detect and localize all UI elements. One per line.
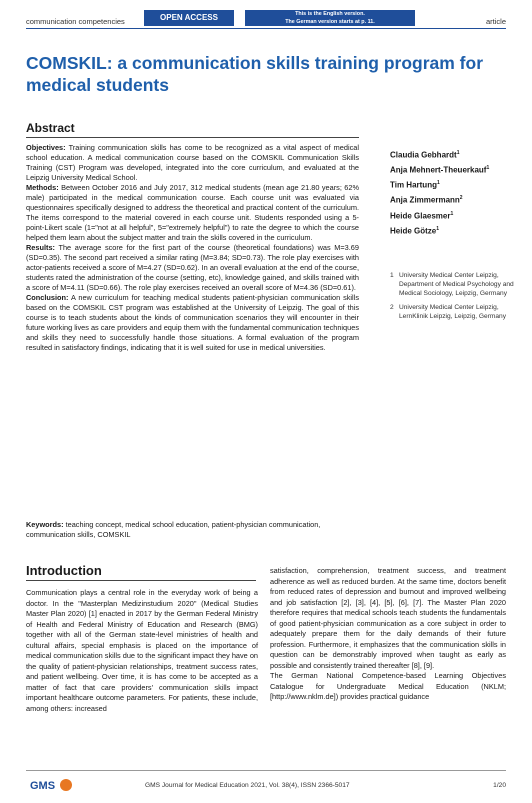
abstract-results xyxy=(26,243,359,293)
abstract-heading: Abstract xyxy=(26,121,359,138)
introduction-heading: Introduction xyxy=(26,563,256,581)
intro-paragraph: Communication plays a central role in the everyday work of being a doctor. In the "Masterplan Medizinstudium 2020" (Medical Studies Master Plan 2020) [1] enacted in 2017 by the German Federal Ministry of Health and Federal Ministry of Education and Research (BMG) together with all of the German state-level ministries of health and cultural affairs, special emphasis is placed on the importance of medical communication skills due to the significant impact they have on the quality of patient-physician relationships, treatment success rates, and patient wellbeing. Over time, it is has come to be accepted as a matter of fact that care providers' communication skills impact important healthcare outcome parameters. For patients, these include, among others: increased xyxy=(26,588,258,713)
abstract-conclusion xyxy=(26,293,359,353)
version-note xyxy=(245,10,415,26)
author-sup: 1 xyxy=(456,150,460,156)
conclusion-text: A new curriculum for teaching medical students patient-physician communication skills based on the COMSKIL CST program was established at the University of Leipzig. The goal of this course is to teach students about the kinds of communication scenarios they will encounter in their future working lives as care providers and equip them with the fundamental communication techniques and skills they need to successfully handle those situations. A formal evaluation of the program resulted in satisfactory findings, indicating that it is well suited for use in medical universities. xyxy=(26,293,359,352)
intro-paragraph: The German National Competence-based Learning Objectives Catalogue for Undergraduate Medical Education (NKLM; [http://www.nklm.de]) provides practical guidance xyxy=(270,671,506,701)
author xyxy=(390,223,515,238)
keywords-label: Keywords: xyxy=(26,520,64,529)
open-access-badge: OPEN ACCESS xyxy=(144,10,234,26)
intro-column-left xyxy=(26,588,258,714)
author-name: Heide Glaesmer xyxy=(390,211,451,221)
author-name: Anja Zimmermann xyxy=(390,196,460,206)
author-name: Claudia Gebhardt xyxy=(390,150,457,160)
page-title: COMSKIL: a communication skills training program for medical students xyxy=(26,53,483,95)
author xyxy=(390,208,515,223)
author-list xyxy=(390,147,515,238)
keywords-text: teaching concept, medical school education, patient-physician communication, communication skills, COMSKIL xyxy=(26,520,321,539)
intro-paragraph: satisfaction, comprehension, treatment success, and treatment adherence as well as reduced burden. At the same time, doctors benefit from reduced rates of depression and burnout and improved wellbeing and job satisfaction [2], [3], [4], [5], [6], [7]. The Master Plan 2020 therefore requires that medical schools teach students the fundamentals of good patient-physician communication as a core subject in order to adequately prepare them for the daily demands of their future profession. Furthermore, it emphasizes that the communication skills in question can be demonstrably improved when taught as early as possible and consistently trained thereafter [8], [9]. xyxy=(270,566,506,670)
author-name: Anja Mehnert-Theuerkauf xyxy=(390,165,487,175)
abstract-body xyxy=(26,143,359,353)
affiliation xyxy=(390,272,515,298)
footer-divider xyxy=(26,770,506,771)
section-label: communication competencies xyxy=(26,17,125,26)
author-name: Heide Götze xyxy=(390,226,437,236)
author-sup: 1 xyxy=(486,165,490,172)
results-text: The average score for the first part of the course (theoretical foundations) was M=3.69 (SD=0.35). The second part received a similar rating (M=3.84; SD=0.73). The role play exercises with actor-patients received a score of M=4.27 (SD=0.62). In an overall evaluation at the end of the course, students rated the administration of the course (setting, etc), knowledge gained, and skills trained with a score of M=4.11 (SD=0.66). The role play exercises received an overall score of M=4.36 (SD=0.61). xyxy=(26,243,359,292)
methods-label: Methods: xyxy=(26,183,59,192)
author xyxy=(390,177,515,192)
author-sup: 2 xyxy=(459,195,463,202)
objectives-label: Objectives: xyxy=(26,143,66,152)
affiliation-text: University Medical Center Leipzig, LernKlinik Leipzig, Leipzig, Germany xyxy=(399,304,507,321)
header-divider xyxy=(26,28,506,29)
results-label: Results: xyxy=(26,243,55,252)
methods-text: Between October 2016 and July 2017, 312 medical students (mean age 21.80 years; 62% male) participated in the medical communication course. Each course unit was evaluated via questionnaires specifically designed to address the theoretical and practical content of the curriculum. The items correspond to the material covered in each course unit. Students responded using a 5-point-Likert scale (1="not at all helpful", 5="extremely helpful") to rate the degree to which the course helped them learn about the subject matter and train the skills covered in the curriculum. xyxy=(26,183,360,242)
conclusion-label: Conclusion: xyxy=(26,293,69,302)
affiliation-number: 1 xyxy=(390,272,394,279)
affiliation-text: University Medical Center Leipzig, Department of Medical Psychology and Medical Sociology, Leipzig, Germany xyxy=(399,272,514,297)
affiliation-list xyxy=(390,272,515,328)
version-note-line2: The German version starts at p. 11. xyxy=(285,18,375,25)
affiliation xyxy=(390,304,515,322)
svg-text:GMS: GMS xyxy=(30,780,56,792)
author xyxy=(390,162,515,177)
affiliation-number: 2 xyxy=(390,304,394,312)
gms-logo-icon xyxy=(30,778,78,792)
keywords xyxy=(26,520,359,540)
intro-column-right xyxy=(270,566,506,703)
page-number: 1/20 xyxy=(493,782,506,789)
author-name: Tim Hartung xyxy=(390,180,437,190)
author-sup: 1 xyxy=(436,180,440,187)
abstract-objectives xyxy=(26,143,359,183)
author xyxy=(390,147,515,162)
journal-citation: GMS Journal for Medical Education 2021, Vol. 38(4), ISSN 2366-5017 xyxy=(145,782,350,789)
author-sup: 1 xyxy=(436,225,440,232)
author-sup: 1 xyxy=(450,210,454,217)
objectives-text: Training communication skills has come to be recognized as a vital aspect of medical school education. A medical communication course based on the COMSKIL Communication Skills Training (CST) Program was developed, integrated into the core curriculum, and evaluated at the Leipzig University Medical School. xyxy=(26,143,359,182)
version-note-line1: This is the English version. xyxy=(295,11,365,17)
article-type: article xyxy=(485,17,506,26)
abstract-methods xyxy=(26,183,359,243)
author xyxy=(390,192,515,207)
